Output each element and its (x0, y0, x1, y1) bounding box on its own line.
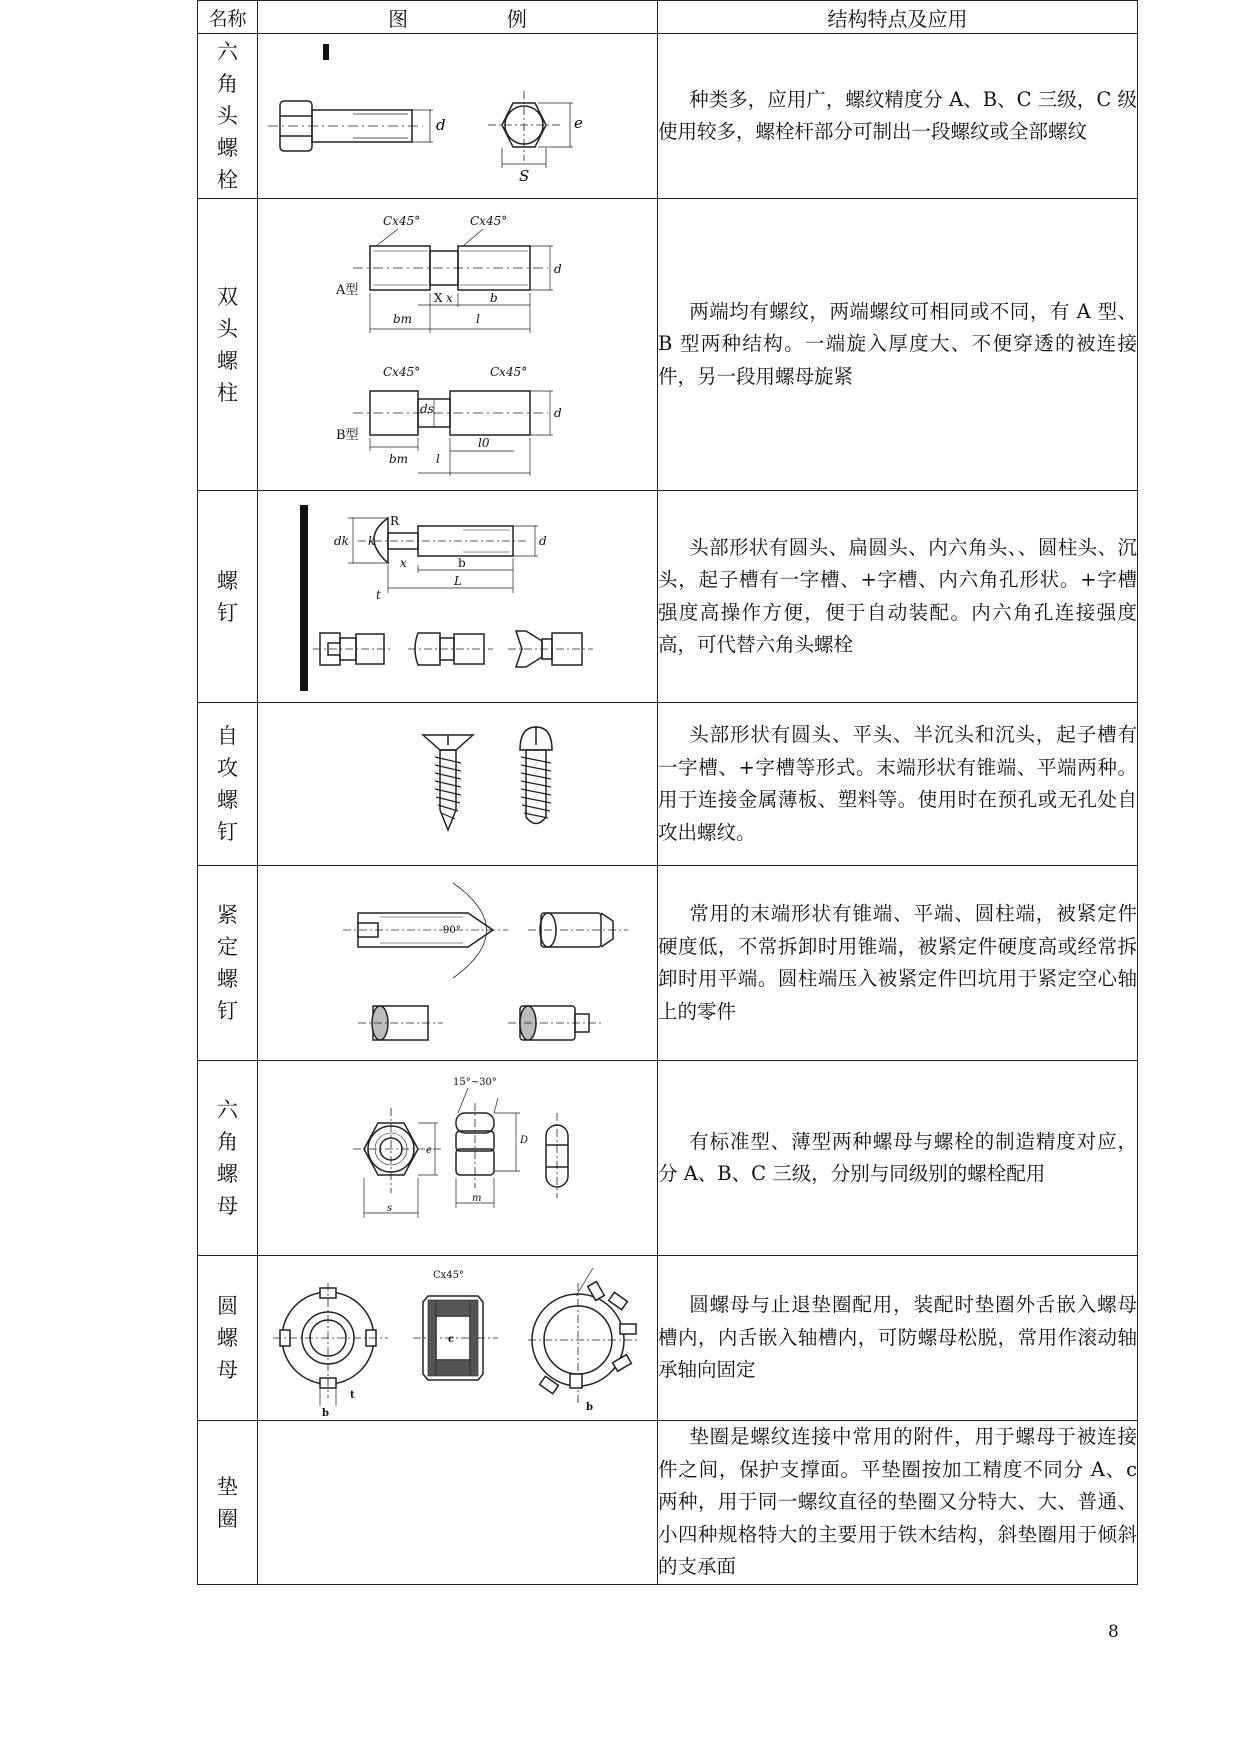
page-number: 8 (1108, 1622, 1119, 1642)
label-b-right: b (586, 1402, 593, 1413)
row-name-text (198, 565, 257, 629)
row-name-set-screw (198, 866, 258, 1061)
label-l-b: l (436, 451, 440, 466)
row-name-hex-nut (198, 1061, 258, 1256)
row-desc-hex-nut: 有标准型、薄型两种螺母与螺栓的制造精度对应，分 A、B、C 三级，分别与同级别的螺栓配用 (658, 1061, 1138, 1256)
table-row (198, 703, 1138, 866)
label-l0: l0 (478, 435, 490, 450)
name-char: 圆 (217, 1294, 238, 1318)
label-bm-a: bm (393, 311, 413, 326)
name-char: 母 (217, 1358, 238, 1382)
label-m: m (472, 1193, 482, 1204)
self-tapping-screw-drawing (258, 705, 658, 863)
label-cx-3: Cx45° (383, 364, 421, 379)
name-char: 六 (217, 40, 238, 64)
name-char: 双 (217, 284, 238, 309)
row-name-text (198, 1471, 257, 1535)
name-char: 攻 (217, 756, 238, 780)
label-b-left: b (322, 1408, 329, 1418)
figure-hex-bolt (258, 34, 658, 199)
label-l-a: l (476, 311, 480, 326)
row-name-text (198, 899, 257, 1027)
row-desc-self-tapping-screw: 头部形状有圆头、平头、半沉头和沉头，起子槽有一字槽、+字槽等形式。末端形状有锥端、平端两种。用于连接金属薄板、塑料等。使用时在预孔或无孔处自攻出螺纹。 (658, 703, 1138, 866)
label-bm-b: bm (389, 451, 409, 466)
row-desc-round-nut: 圆螺母与止退垫圈配用，装配时垫圈外舌嵌入螺母槽内，内舌嵌入轴槽内，可防螺母松脱，常用作滚动轴承轴向固定 (658, 1256, 1138, 1421)
row-desc-set-screw: 常用的末端形状有锥端、平端、圆柱端，被紧定件硬度低，不常拆卸时用锥端，被紧定件硬度高或经常拆卸时用平端。圆柱端压入被紧定件凹坑用于紧定空心轴上的零件 (658, 866, 1138, 1061)
row-desc-hex-bolt: 种类多，应用广，螺纹精度分 A、B、C 三级，C 级使用较多，螺栓杆部分可制出一段螺纹或全部螺纹 (658, 34, 1138, 199)
name-char: 头 (217, 316, 238, 341)
label-cx-1: Cx45° (383, 213, 421, 228)
label-e: e (574, 114, 583, 132)
name-char: 螺 (217, 1326, 238, 1350)
name-char: 头 (217, 104, 238, 128)
figure-washer-empty (258, 1421, 658, 1585)
figure-set-screw (258, 866, 658, 1061)
label-d-b: d (554, 405, 562, 420)
table-row (198, 199, 1138, 491)
table-row (198, 1061, 1138, 1256)
label-e: e (426, 1145, 432, 1156)
label-d: d (539, 533, 547, 548)
label-type-a: A型 (336, 282, 359, 298)
row-name-text (198, 720, 257, 848)
label-x: x (400, 555, 407, 570)
label-s: S (519, 167, 530, 185)
table-row (198, 1421, 1138, 1585)
label-x-upper: X (434, 290, 443, 305)
label-dk: dk (334, 533, 349, 548)
header-figure-right: 例 (506, 6, 527, 31)
label-c: c (448, 1334, 455, 1345)
header-name: 名称 (198, 1, 258, 34)
label-b: b (490, 290, 498, 305)
label-cx-2: Cx45° (470, 213, 508, 228)
name-char: 螺 (217, 788, 238, 812)
name-char: 角 (217, 1130, 238, 1154)
figure-stud (258, 199, 658, 491)
label-t: t (376, 587, 381, 602)
label-t: t (350, 1390, 355, 1401)
table-row (198, 1256, 1138, 1421)
fastener-table (197, 0, 1138, 1585)
label-k: k (368, 533, 376, 548)
label-angle: 90° (443, 925, 461, 936)
name-char: 六 (217, 1098, 238, 1122)
name-char: 柱 (217, 380, 238, 405)
label-d-a: d (554, 261, 562, 276)
figure-self-tapping-screw (258, 703, 658, 866)
row-name-text (198, 281, 257, 409)
name-char: 自 (217, 724, 238, 748)
figure-round-nut (258, 1256, 658, 1421)
name-char: 栓 (217, 168, 238, 192)
row-desc-screw: 头部形状有圆头、扁圆头、内六角头、、圆柱头、沉头，起子槽有一字槽、+字槽、内六角孔形状。+字槽强度高操作方便，便于自动装配。内六角孔连接强度高，可代替六角头螺栓 (658, 491, 1138, 703)
row-name-text (198, 1094, 257, 1222)
row-name-text (198, 1290, 257, 1386)
table-row (198, 34, 1138, 199)
row-name-round-nut (198, 1256, 258, 1421)
name-char: 定 (217, 935, 238, 959)
table-row (198, 491, 1138, 703)
set-screw-drawing (258, 868, 658, 1058)
figure-screw (258, 491, 658, 703)
name-char: 圈 (217, 1506, 238, 1531)
name-char: 钉 (217, 999, 238, 1023)
header-figure-left: 图 (388, 6, 409, 31)
label-d: d (436, 116, 446, 134)
name-char: 角 (217, 72, 238, 96)
label-cx: Cx45° (433, 1270, 465, 1281)
label-angle: 15°~30° (453, 1077, 497, 1088)
row-desc-stud: 两端均有螺纹，两端螺纹可相同或不同，有 A 型、B 型两种结构。一端旋入厚度大、不便穿透的被连接件，另一段用螺母旋紧 (658, 199, 1138, 491)
name-char: 母 (217, 1194, 238, 1218)
header-description: 结构特点及应用 (658, 1, 1138, 34)
table-row (198, 866, 1138, 1061)
row-name-washer (198, 1421, 258, 1585)
hex-bolt-drawing (258, 36, 658, 196)
name-char: 螺 (217, 967, 238, 991)
round-nut-drawing (258, 1258, 658, 1418)
label-b: b (458, 555, 466, 570)
name-char: 垫 (217, 1474, 238, 1499)
name-char: 钉 (217, 820, 238, 844)
stud-drawing (258, 201, 658, 489)
row-name-text (198, 36, 257, 196)
table-header-row (198, 1, 1138, 34)
hex-nut-drawing (258, 1063, 658, 1253)
figure-hex-nut (258, 1061, 658, 1256)
name-char: 螺 (217, 1162, 238, 1186)
row-name-self-tapping-screw (198, 703, 258, 866)
row-name-hex-bolt (198, 34, 258, 199)
label-D: D (520, 1135, 529, 1146)
row-desc-washer: 垫圈是螺纹连接中常用的附件，用于螺母于被连接件之间，保护支撑面。平垫圈按加工精度不同分 A、c 两种，用于同一螺纹直径的垫圈又分特大、大、普通、小四种规格特大的主要用于铁木结构，斜垫圈用于倾斜的支承面 (658, 1421, 1138, 1585)
header-figure (258, 1, 658, 34)
name-char: 螺 (217, 568, 238, 593)
name-char: 钉 (217, 600, 238, 625)
label-x-lower: x (446, 290, 453, 305)
name-char: 螺 (217, 136, 238, 160)
screw-drawing (258, 493, 658, 701)
label-l: L (454, 573, 462, 588)
label-cx-4: Cx45° (490, 364, 528, 379)
label-s: s (387, 1203, 393, 1214)
name-char: 螺 (217, 348, 238, 373)
label-r: R (390, 513, 400, 528)
row-name-screw (198, 491, 258, 703)
name-char: 紧 (217, 903, 238, 927)
row-name-stud (198, 199, 258, 491)
label-ds: ds (420, 401, 434, 416)
label-type-b: B型 (336, 427, 359, 443)
